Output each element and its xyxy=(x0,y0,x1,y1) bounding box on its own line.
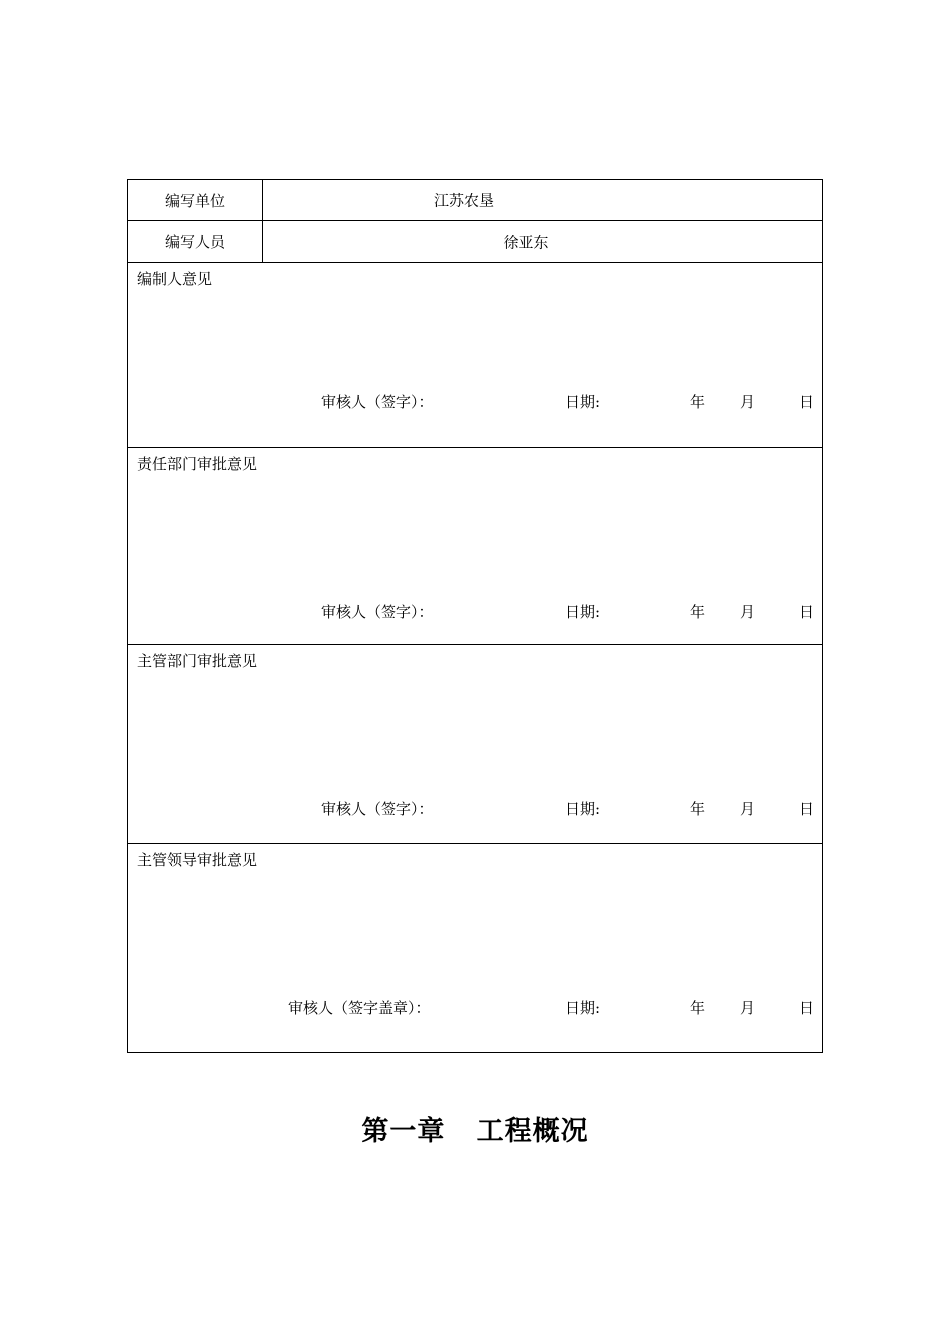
section-title: 主管部门审批意见 xyxy=(137,652,258,670)
month-label: 月 xyxy=(740,800,756,818)
author-label: 编写人员 xyxy=(128,221,263,262)
opinion-section-compiler xyxy=(128,263,822,448)
day-label: 日 xyxy=(799,603,815,621)
day-label: 日 xyxy=(799,999,815,1017)
reviewer-signature-label: 审核人（签字）： xyxy=(321,393,434,411)
year-label: 年 xyxy=(690,800,706,818)
approval-form-table xyxy=(127,179,823,1053)
chapter-heading: 第一章 工程概况 xyxy=(361,1116,589,1147)
reviewer-signature-label: 审核人（签字）： xyxy=(321,800,434,818)
unit-value: 江苏农垦 xyxy=(433,191,495,210)
reviewer-signature-label: 审核人（签字盖章）： xyxy=(288,999,431,1017)
date-label: 日期: xyxy=(565,603,601,621)
date-label: 日期: xyxy=(565,393,601,411)
opinion-section-supervising-leader xyxy=(128,844,822,1052)
section-title: 主管领导审批意见 xyxy=(137,851,258,869)
unit-row xyxy=(128,180,822,221)
section-title: 责任部门审批意见 xyxy=(137,455,258,473)
author-value: 徐亚东 xyxy=(503,233,549,251)
year-label: 年 xyxy=(690,393,706,411)
author-value-cell xyxy=(263,221,822,262)
month-label: 月 xyxy=(740,999,756,1017)
unit-label: 编写单位 xyxy=(128,180,263,220)
opinion-section-supervising-dept xyxy=(128,645,822,844)
day-label: 日 xyxy=(799,393,815,411)
author-row xyxy=(128,221,822,263)
opinion-section-responsible-dept xyxy=(128,448,822,645)
date-label: 日期: xyxy=(565,800,601,818)
month-label: 月 xyxy=(740,393,756,411)
day-label: 日 xyxy=(799,800,815,818)
year-label: 年 xyxy=(690,603,706,621)
section-title: 编制人意见 xyxy=(137,270,213,288)
reviewer-signature-label: 审核人（签字）： xyxy=(321,603,434,621)
date-label: 日期: xyxy=(565,999,601,1017)
month-label: 月 xyxy=(740,603,756,621)
unit-value-cell xyxy=(263,180,822,220)
year-label: 年 xyxy=(690,999,706,1017)
